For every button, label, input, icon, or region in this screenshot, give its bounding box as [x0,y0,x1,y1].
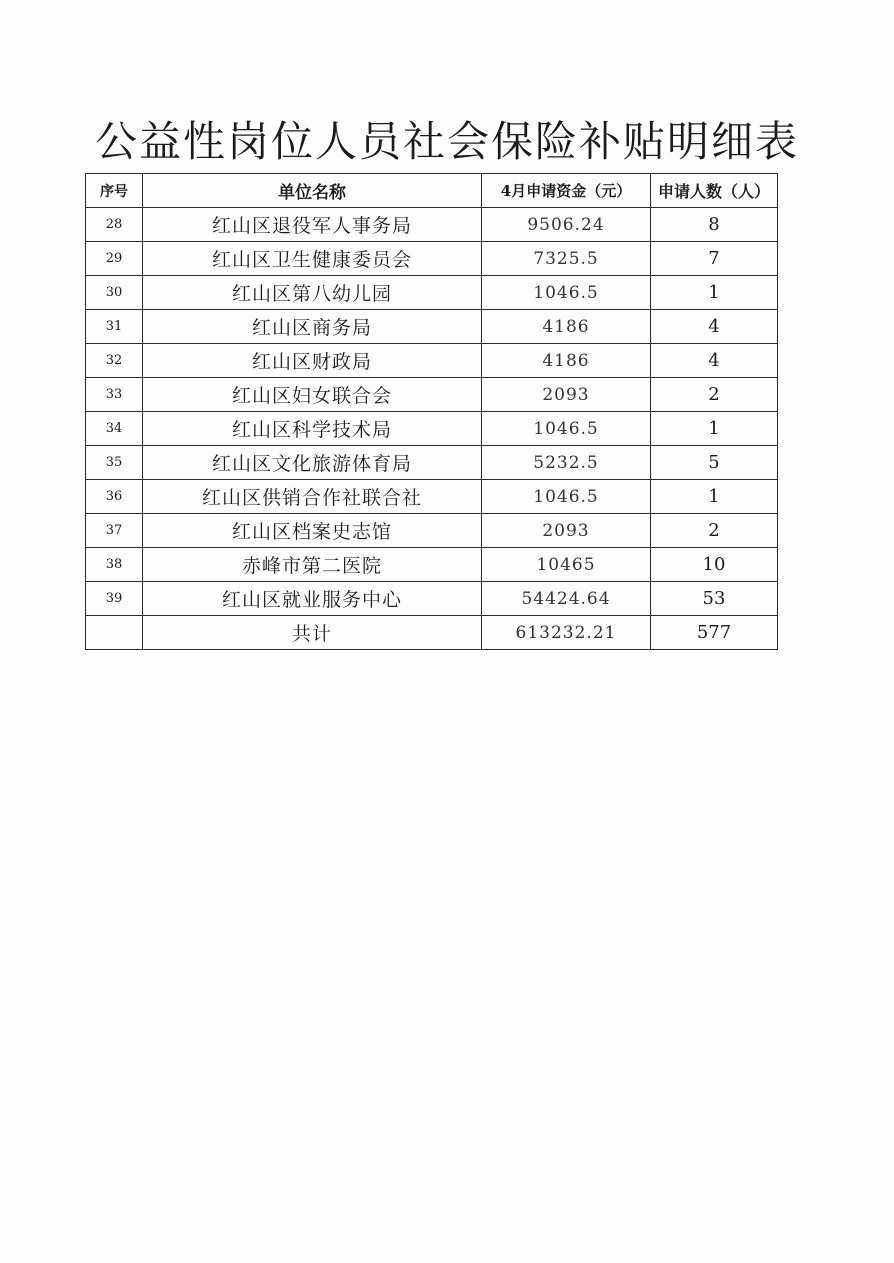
cell-seq: 37 [86,514,143,548]
cell-amount: 5232.5 [482,446,651,480]
cell-unit-name: 红山区就业服务中心 [143,582,482,616]
header-amount: 4月申请资金（元） [482,174,651,208]
cell-count: 5 [651,446,778,480]
cell-seq: 33 [86,378,143,412]
cell-count: 1 [651,276,778,310]
header-count: 申请人数（人） [651,174,778,208]
cell-unit-name: 红山区第八幼儿园 [143,276,482,310]
table-row [86,344,778,378]
cell-count: 1 [651,480,778,514]
header-seq: 序号 [86,174,143,208]
table-row [86,446,778,480]
cell-count: 1 [651,412,778,446]
cell-unit-name: 红山区科学技术局 [143,412,482,446]
header-unit-name: 单位名称 [143,174,482,208]
total-label: 共计 [143,616,482,650]
cell-count: 2 [651,378,778,412]
total-amount: 613232.21 [482,616,651,650]
cell-unit-name: 红山区商务局 [143,310,482,344]
cell-count: 8 [651,208,778,242]
cell-unit-name: 赤峰市第二医院 [143,548,482,582]
table-row [86,480,778,514]
cell-unit-name: 红山区供销合作社联合社 [143,480,482,514]
cell-amount: 4186 [482,310,651,344]
cell-unit-name: 红山区财政局 [143,344,482,378]
cell-seq: 36 [86,480,143,514]
table-row [86,548,778,582]
cell-seq: 34 [86,412,143,446]
table-row [86,276,778,310]
total-row [86,616,778,650]
table-row [86,412,778,446]
cell-amount: 4186 [482,344,651,378]
cell-count: 7 [651,242,778,276]
cell-amount: 1046.5 [482,480,651,514]
table-row [86,310,778,344]
cell-amount: 2093 [482,378,651,412]
total-count: 577 [651,616,778,650]
cell-amount: 54424.64 [482,582,651,616]
cell-count: 2 [651,514,778,548]
cell-seq: 28 [86,208,143,242]
cell-unit-name: 红山区文化旅游体育局 [143,446,482,480]
subsidy-table [85,173,778,650]
cell-amount: 1046.5 [482,412,651,446]
table-row [86,208,778,242]
cell-amount: 1046.5 [482,276,651,310]
cell-amount: 2093 [482,514,651,548]
document-title: 公益性岗位人员社会保险补贴明细表 [94,117,799,166]
table-row [86,582,778,616]
cell-unit-name: 红山区退役军人事务局 [143,208,482,242]
cell-amount: 10465 [482,548,651,582]
cell-count: 10 [651,548,778,582]
table-row [86,378,778,412]
cell-unit-name: 红山区档案史志馆 [143,514,482,548]
table-body [86,208,778,650]
cell-unit-name: 红山区卫生健康委员会 [143,242,482,276]
cell-amount: 9506.24 [482,208,651,242]
cell-count: 4 [651,310,778,344]
cell-count: 53 [651,582,778,616]
cell-count: 4 [651,344,778,378]
cell-unit-name: 红山区妇女联合会 [143,378,482,412]
table-row [86,514,778,548]
table-row [86,242,778,276]
cell-seq: 38 [86,548,143,582]
cell-seq: 35 [86,446,143,480]
cell-amount: 7325.5 [482,242,651,276]
cell-seq: 32 [86,344,143,378]
cell-seq: 29 [86,242,143,276]
cell-seq: 39 [86,582,143,616]
cell-seq: 30 [86,276,143,310]
table-header-row [86,174,778,208]
total-seq [86,616,143,650]
cell-seq: 31 [86,310,143,344]
